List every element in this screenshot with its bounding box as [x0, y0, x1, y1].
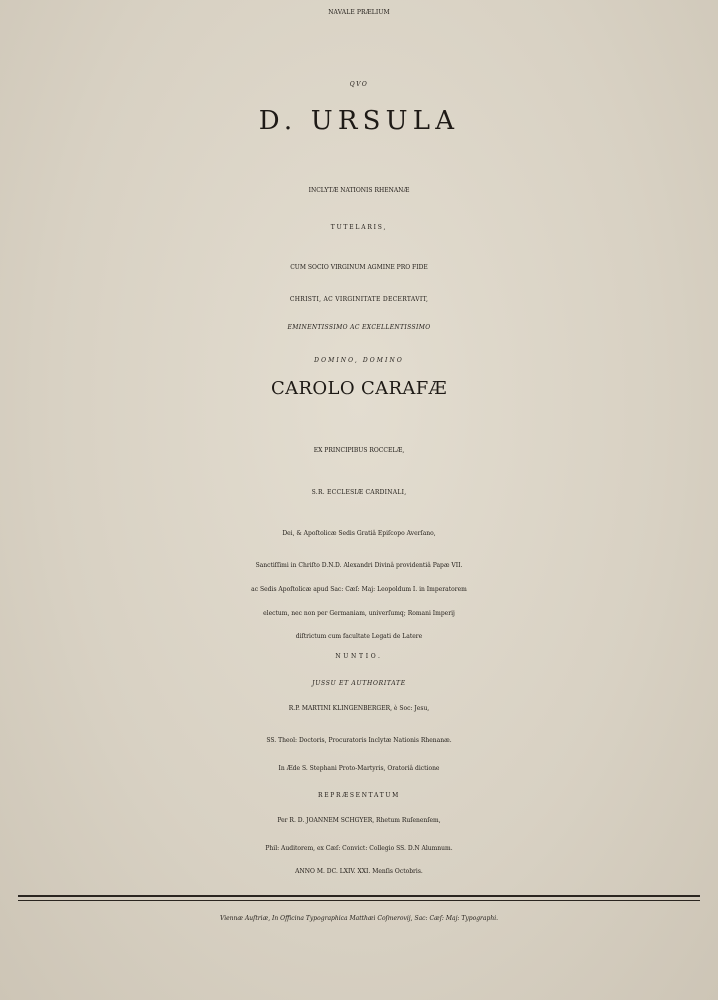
title-line-25: Phil: Auditorem, ex Cæſ: Convict: Collegio SS. D.N Alumnum.: [265, 845, 453, 852]
title-line-21: SS. Theol: Doctoris, Procuratoris Inclytæ Nationis Rhenanæ.: [266, 737, 452, 744]
title-line-16: electum, nec non per Germaniam, univerſumq; Romani Imperij: [263, 610, 455, 617]
divider-rule-upper: [18, 895, 700, 897]
title-line-13: Dei, & Apoſtolicæ Sedis Gratiâ Epiſcopo Averſano,: [282, 530, 436, 537]
title-line-23: REPRÆSENTATUM: [318, 792, 400, 799]
title-line-8: EMINENTISSIMO AC EXCELLENTISSIMO: [287, 324, 431, 331]
title-line-11: EX PRINCIPIBUS ROCCELÆ,: [313, 447, 405, 454]
title-line-12: S.R. ECCLESIÆ CARDINALI,: [311, 489, 407, 496]
title-line-24: Per R. D. JOANNEM SCHGYER, Rhetum Ruſenenſem,: [277, 817, 441, 824]
date-line: ANNO M. DC. LXIV. XXI. Menſis Octobris.: [295, 868, 423, 875]
title-line-6: CUM SOCIO VIRGINUM AGMINE PRO FIDE: [290, 264, 428, 271]
title-line-15: ac Sedis Apoſtolicæ apud Sac: Cæſ: Maj: Leopoldum I. in Imperatorem: [251, 586, 467, 593]
title-line-9: DOMINO, DOMINO: [314, 357, 404, 364]
title-line-7: CHRISTI, AC VIRGINITATE DECERTAVIT,: [289, 296, 429, 303]
imprint: Viennæ Auſtriæ, In Officina Typographica Matthæi Coſmerovij, Sac: Cæſ: Maj: Typographi.: [219, 915, 499, 922]
main-title: NAVALE PRÆLIUM: [328, 9, 390, 16]
title-line-22: In Æde S. Stephani Proto-Martyris, Oratoriâ dictione: [278, 765, 440, 772]
title-line-20: R.P. MARTINI KLINGENBERGER, è Soc: Jesu,: [288, 705, 430, 712]
title-line-18: NUNTIO.: [335, 653, 383, 660]
title-line-4: INCLYTÆ NATIONIS RHENANÆ: [308, 187, 410, 194]
title-line-19: JUSSU ET AUTHORITATE: [312, 680, 406, 687]
divider-rule-lower: [18, 900, 700, 901]
saint-name: D. URSULA: [258, 106, 460, 136]
title-line-17: diſtrictum cum facultate Legati de Latere: [295, 633, 423, 640]
dedicatee-name: CAROLO CARAFÆ: [270, 378, 448, 399]
title-quo: QVO: [349, 81, 369, 88]
title-line-5: TUTELARIS,: [330, 224, 388, 231]
title-line-14: Sanctiſſimi in Chriſto D.N.D. Alexandri Divinâ providentiâ Papæ VII.: [255, 562, 463, 569]
